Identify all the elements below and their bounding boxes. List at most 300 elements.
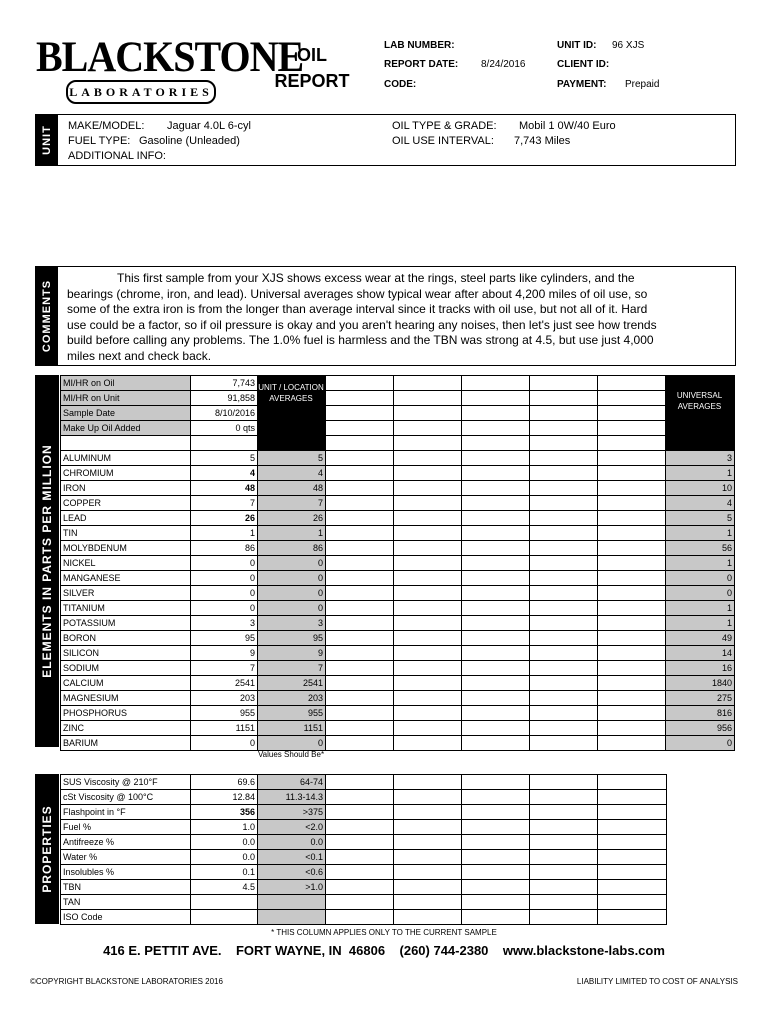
empty-cell [598,820,667,835]
logo-wordmark: BLACKSTONE [36,32,304,81]
empty-cell [530,406,598,421]
element-name: NICKEL [61,556,191,571]
element-universal: 5 [666,511,735,526]
empty-cell [326,820,394,835]
properties-table [60,774,667,925]
empty-cell [326,436,394,451]
report-date-label: REPORT DATE: [384,59,459,70]
empty-cell [326,541,394,556]
property-name: Water % [61,850,191,865]
client-id-label: CLIENT ID: [557,59,610,70]
empty-cell [326,895,394,910]
empty-cell [326,391,394,406]
empty-cell [394,421,462,436]
empty-cell [462,421,530,436]
additional-info-label: ADDITIONAL INFO: [68,150,166,162]
empty-cell [462,451,530,466]
empty-cell [598,631,666,646]
empty-cell [394,865,462,880]
element-value: 2541 [191,676,258,691]
empty-cell [598,721,666,736]
comments-tab: COMMENTS [36,267,58,365]
empty-cell [530,691,598,706]
empty-cell [326,586,394,601]
element-name: TIN [61,526,191,541]
element-unit-avg: 26 [258,511,326,526]
empty-cell [462,496,530,511]
element-unit-avg: 1 [258,526,326,541]
empty-cell [530,526,598,541]
property-should-be: <2.0 [258,820,326,835]
empty-cell [326,850,394,865]
empty-cell [462,880,530,895]
empty-cell [326,601,394,616]
element-value: 1151 [191,721,258,736]
empty-cell [326,880,394,895]
element-unit-avg: 5 [258,451,326,466]
info-label: Sample Date [61,406,191,421]
empty-cell [530,895,598,910]
element-name: ZINC [61,721,191,736]
property-value: 12.84 [191,790,258,805]
property-name: Antifreeze % [61,835,191,850]
empty-cell [598,556,666,571]
element-unit-avg: 4 [258,466,326,481]
element-unit-avg: 3 [258,616,326,631]
empty-cell [462,571,530,586]
logo-subtitle: LABORATORIES [66,80,216,104]
empty-cell [394,835,462,850]
property-should-be: <0.6 [258,865,326,880]
unit-id-label: UNIT ID: [557,40,597,51]
empty-cell [394,571,462,586]
empty-cell [598,691,666,706]
property-row [61,835,667,850]
property-value: 356 [191,805,258,820]
empty-cell [530,706,598,721]
empty-cell [598,481,666,496]
info-value: 0 qts [191,421,258,436]
property-name: cSt Viscosity @ 100°C [61,790,191,805]
empty-cell [530,736,598,751]
empty-cell [598,706,666,721]
element-row [61,511,735,526]
element-value: 1 [191,526,258,541]
comments-text: This first sample from your XJS shows excess wear at the rings, steel parts like cylinders, and the bearings (chrome, iron, and lead). Universal averages show typical wear after about 4,200 miles of oil use, so some of the extra iron is from the longer than average interval since it tracks with oil use, but not all of it. Hard use could be a factor, so if oil pressure is okay and you aren't hearing any noises, then let's just see how trends build before calling any problems. The 1.0% fuel is harmless and the TBN was strong at 4.5, but use just 4,000 miles next and check back. [67,271,657,363]
empty-cell [326,571,394,586]
element-value: 5 [191,451,258,466]
report-date-value: 8/24/2016 [481,59,526,70]
empty-cell [598,526,666,541]
oil-type-label: OIL TYPE & GRADE: [392,120,497,132]
empty-cell [598,541,666,556]
element-universal: 10 [666,481,735,496]
element-value: 203 [191,691,258,706]
empty-cell [462,556,530,571]
empty-cell [326,775,394,790]
property-row [61,910,667,925]
element-universal: 1 [666,466,735,481]
element-value: 955 [191,706,258,721]
oil-interval-value: 7,743 Miles [514,135,571,147]
empty-cell [530,391,598,406]
empty-cell [530,556,598,571]
element-name: IRON [61,481,191,496]
empty-cell [462,691,530,706]
empty-cell [394,451,462,466]
empty-cell [394,601,462,616]
empty-cell [530,880,598,895]
element-unit-avg: 48 [258,481,326,496]
empty-cell [462,676,530,691]
empty-cell [598,391,666,406]
empty-cell [394,406,462,421]
empty-cell [61,436,191,451]
element-universal: 1 [666,616,735,631]
empty-cell [326,421,394,436]
element-unit-avg: 95 [258,631,326,646]
empty-cell [326,805,394,820]
element-unit-avg: 0 [258,556,326,571]
empty-cell [530,790,598,805]
property-name: ISO Code [61,910,191,925]
element-name: ALUMINUM [61,451,191,466]
empty-cell [598,616,666,631]
empty-cell [462,541,530,556]
element-name: MAGNESIUM [61,691,191,706]
element-row [61,631,735,646]
element-row [61,496,735,511]
element-value: 7 [191,661,258,676]
copyright: ©COPYRIGHT BLACKSTONE LABORATORIES 2016 [30,977,223,986]
element-unit-avg: 955 [258,706,326,721]
empty-cell [530,616,598,631]
element-universal: 1 [666,526,735,541]
empty-cell [530,835,598,850]
info-label: MI/HR on Oil [61,376,191,391]
empty-cell [530,451,598,466]
empty-cell [598,451,666,466]
empty-cell [394,376,462,391]
element-unit-avg: 0 [258,586,326,601]
empty-cell [326,736,394,751]
empty-cell [394,676,462,691]
empty-cell [462,736,530,751]
empty-cell [394,661,462,676]
element-universal: 56 [666,541,735,556]
property-row [61,895,667,910]
payment-value: Prepaid [625,79,660,90]
empty-cell [394,556,462,571]
empty-cell [326,406,394,421]
empty-cell [394,805,462,820]
empty-cell [394,895,462,910]
element-unit-avg: 0 [258,571,326,586]
empty-cell [462,910,530,925]
element-universal: 4 [666,496,735,511]
info-row [61,421,735,436]
element-name: CALCIUM [61,676,191,691]
property-value: 0.0 [191,850,258,865]
empty-cell [462,805,530,820]
element-name: BORON [61,631,191,646]
element-universal: 1 [666,601,735,616]
element-name: LEAD [61,511,191,526]
empty-cell [326,691,394,706]
element-row [61,571,735,586]
liability-note: LIABILITY LIMITED TO COST OF ANALYSIS [576,977,738,986]
empty-cell [462,865,530,880]
element-value: 3 [191,616,258,631]
property-value [191,910,258,925]
fuel-type-value: Gasoline (Unleaded) [139,135,240,147]
property-name: Flashpoint in °F [61,805,191,820]
empty-cell [462,850,530,865]
element-universal: 275 [666,691,735,706]
element-universal: 1840 [666,676,735,691]
empty-cell [530,571,598,586]
info-value: 7,743 [191,376,258,391]
property-name: TBN [61,880,191,895]
empty-cell [530,601,598,616]
empty-cell [462,661,530,676]
element-name: SODIUM [61,661,191,676]
empty-cell [191,436,258,451]
empty-cell [326,511,394,526]
values-should-be-label: Values Should Be* [257,750,325,759]
info-value: 8/10/2016 [191,406,258,421]
element-name: MOLYBDENUM [61,541,191,556]
empty-cell [462,706,530,721]
empty-cell [462,466,530,481]
element-universal: 1 [666,556,735,571]
address-line: 416 E. PETTIT AVE. FORT WAYNE, IN 46806 (260) 744-2380 www.blackstone-labs.com [103,943,665,958]
empty-cell [598,511,666,526]
empty-cell [326,706,394,721]
empty-cell [598,835,667,850]
lab-number-label: LAB NUMBER: [384,40,455,51]
empty-cell [462,481,530,496]
spacer-row [61,436,735,451]
blackstone-logo [36,32,304,108]
empty-cell [598,601,666,616]
empty-cell [530,676,598,691]
empty-cell [394,775,462,790]
title-line-2: REPORT [274,71,350,91]
empty-cell [598,496,666,511]
empty-cell [598,865,667,880]
empty-cell [394,850,462,865]
element-unit-avg: 1151 [258,721,326,736]
empty-cell [530,481,598,496]
empty-cell [394,586,462,601]
footnote: * THIS COLUMN APPLIES ONLY TO THE CURRENT SAMPLE [271,928,497,937]
unit-tab: UNIT [36,115,58,165]
element-name: POTASSIUM [61,616,191,631]
empty-cell [598,850,667,865]
property-name: Fuel % [61,820,191,835]
element-name: SILVER [61,586,191,601]
empty-cell [530,910,598,925]
element-unit-avg: 9 [258,646,326,661]
property-value: 1.0 [191,820,258,835]
unit-averages-header: UNIT / LOCATION AVERAGES [258,376,324,432]
property-row [61,790,667,805]
info-value: 91,858 [191,391,258,406]
universal-averages-header: UNIVERSAL AVERAGES [666,376,733,432]
empty-cell [530,850,598,865]
element-row [61,541,735,556]
empty-cell [598,421,666,436]
empty-cell [530,805,598,820]
property-should-be [258,895,326,910]
element-row [61,616,735,631]
element-value: 7 [191,496,258,511]
element-unit-avg: 203 [258,691,326,706]
element-row [61,721,735,736]
empty-cell [326,616,394,631]
empty-cell [530,775,598,790]
unit-avg-header-cell [258,436,326,451]
element-row [61,481,735,496]
info-row [61,406,735,421]
empty-cell [326,496,394,511]
empty-cell [530,511,598,526]
property-should-be: >375 [258,805,326,820]
empty-cell [394,706,462,721]
element-row [61,706,735,721]
element-universal: 49 [666,631,735,646]
element-name: COPPER [61,496,191,511]
element-row [61,676,735,691]
element-row [61,556,735,571]
empty-cell [530,541,598,556]
empty-cell [326,661,394,676]
empty-cell [530,721,598,736]
empty-cell [462,616,530,631]
empty-cell [326,631,394,646]
empty-cell [462,820,530,835]
empty-cell [394,910,462,925]
element-unit-avg: 0 [258,601,326,616]
element-row [61,736,735,751]
oil-type-value: Mobil 1 0W/40 Euro [519,120,616,132]
element-universal: 816 [666,706,735,721]
empty-cell [394,466,462,481]
element-universal: 0 [666,586,735,601]
property-should-be: 64-74 [258,775,326,790]
empty-cell [394,436,462,451]
element-row [61,661,735,676]
empty-cell [598,571,666,586]
element-unit-avg: 7 [258,661,326,676]
property-should-be: <0.1 [258,850,326,865]
element-unit-avg: 0 [258,736,326,751]
empty-cell [598,775,667,790]
empty-cell [394,820,462,835]
universal-header-cell [666,436,735,451]
info-row [61,376,735,391]
empty-cell [394,631,462,646]
property-row [61,880,667,895]
empty-cell [530,631,598,646]
element-row [61,526,735,541]
unit-id-value: 96 XJS [612,40,645,51]
element-row [61,691,735,706]
empty-cell [598,466,666,481]
empty-cell [394,541,462,556]
empty-cell [326,790,394,805]
property-value: 0.0 [191,835,258,850]
element-universal: 0 [666,571,735,586]
unit-section [35,114,736,166]
element-value: 0 [191,571,258,586]
element-name: BARIUM [61,736,191,751]
empty-cell [462,436,530,451]
element-row [61,466,735,481]
element-value: 86 [191,541,258,556]
element-value: 0 [191,601,258,616]
empty-cell [462,376,530,391]
element-row [61,601,735,616]
empty-cell [394,496,462,511]
empty-cell [462,775,530,790]
property-row [61,865,667,880]
empty-cell [326,556,394,571]
empty-cell [326,721,394,736]
element-unit-avg: 86 [258,541,326,556]
empty-cell [394,721,462,736]
property-value: 0.1 [191,865,258,880]
empty-cell [530,466,598,481]
elements-table [60,375,735,751]
info-label: MI/HR on Unit [61,391,191,406]
property-name: SUS Viscosity @ 210°F [61,775,191,790]
property-row [61,775,667,790]
empty-cell [394,880,462,895]
element-value: 0 [191,736,258,751]
empty-cell [326,910,394,925]
empty-cell [326,526,394,541]
property-name: Insolubles % [61,865,191,880]
info-label: Make Up Oil Added [61,421,191,436]
element-value: 0 [191,556,258,571]
element-value: 26 [191,511,258,526]
empty-cell [598,586,666,601]
code-label: CODE: [384,79,417,90]
title-line-1: OIL [297,45,327,65]
element-name: CHROMIUM [61,466,191,481]
payment-label: PAYMENT: [557,79,607,90]
property-should-be: >1.0 [258,880,326,895]
empty-cell [462,895,530,910]
empty-cell [326,466,394,481]
element-value: 4 [191,466,258,481]
empty-cell [394,481,462,496]
empty-cell [462,511,530,526]
make-model-value: Jaguar 4.0L 6-cyl [167,120,251,132]
empty-cell [326,835,394,850]
empty-cell [326,676,394,691]
empty-cell [530,661,598,676]
property-row [61,850,667,865]
empty-cell [530,646,598,661]
element-universal: 16 [666,661,735,676]
empty-cell [462,721,530,736]
element-row [61,451,735,466]
empty-cell [394,511,462,526]
empty-cell [394,736,462,751]
